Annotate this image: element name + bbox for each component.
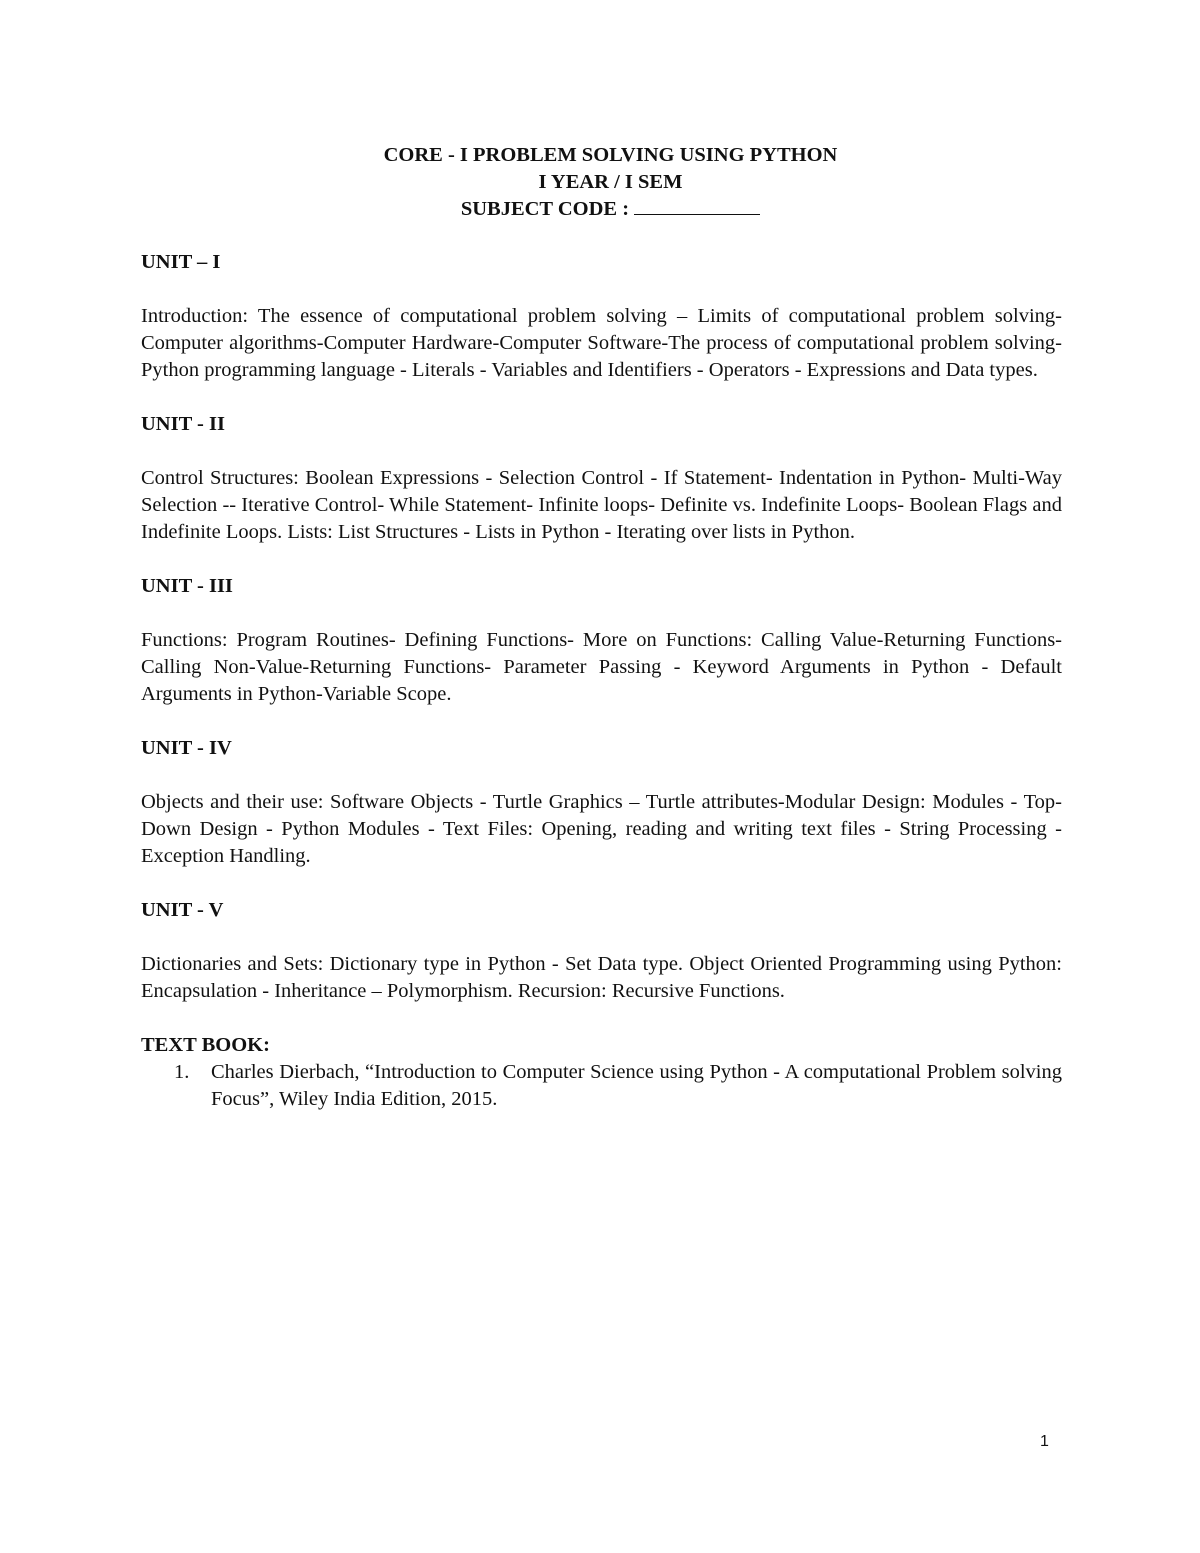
subject-code-blank [634,196,760,215]
title-block [159,142,1062,223]
unit-3-heading: UNIT - III [141,575,233,597]
textbook-list [141,1059,1062,1113]
textbook-item-number: 1. [174,1061,190,1083]
syllabus-page [141,142,1062,1113]
course-title: CORE - I PROBLEM SOLVING USING PYTHON [383,144,838,166]
unit-5-heading: UNIT - V [141,899,224,921]
unit-4-heading: UNIT - IV [141,737,232,759]
unit-4-content: Objects and their use: Software Objects - Turtle Graphics – Turtle attributes-Modular Design: Modules - Top-Down Design - Python Modules - Text Files: Opening, reading and writing text files - String Processing - Exception Handling. [141,791,1062,867]
unit-1-content: Introduction: The essence of computational problem solving – Limits of computational problem solving-Computer algorithms-Computer Hardware-Computer Software-The process of computational problem solving-Python programming language - Literals - Variables and Identifiers - Operators - Expressions and Data types. [141,305,1062,381]
subject-code-label: SUBJECT CODE : [460,198,630,220]
page-number: 1 [1040,1433,1049,1450]
textbook-item-text: Charles Dierbach, “Introduction to Computer Science using Python - A computational Problem solving Focus”, Wiley India Edition, 2015. [211,1061,1062,1110]
unit-2-content: Control Structures: Boolean Expressions - Selection Control - If Statement- Indentation in Python- Multi-Way Selection -- Iterative Control- While Statement- Infinite loops- Definite vs. Indefinite Loops- Boolean Flags and Indefinite Loops. Lists: List Structures - Lists in Python - Iterating over lists in Python. [141,467,1062,543]
unit-1-heading: UNIT – I [141,251,221,273]
unit-2-heading: UNIT - II [141,413,225,435]
textbook-item [141,1059,1062,1113]
unit-3-content: Functions: Program Routines- Defining Functions- More on Functions: Calling Value-Returning Functions- Calling Non-Value-Returning Functions- Parameter Passing - Keyword Arguments in Python - Default Arguments in Python-Variable Scope. [141,629,1062,705]
unit-5-content: Dictionaries and Sets: Dictionary type in Python - Set Data type. Object Oriented Programming using Python: Encapsulation - Inheritance – Polymorphism. Recursion: Recursive Functions. [141,953,1062,1002]
textbook-heading: TEXT BOOK: [141,1034,270,1056]
subject-code-line [159,196,1062,223]
year-semester: I YEAR / I SEM [538,171,683,193]
